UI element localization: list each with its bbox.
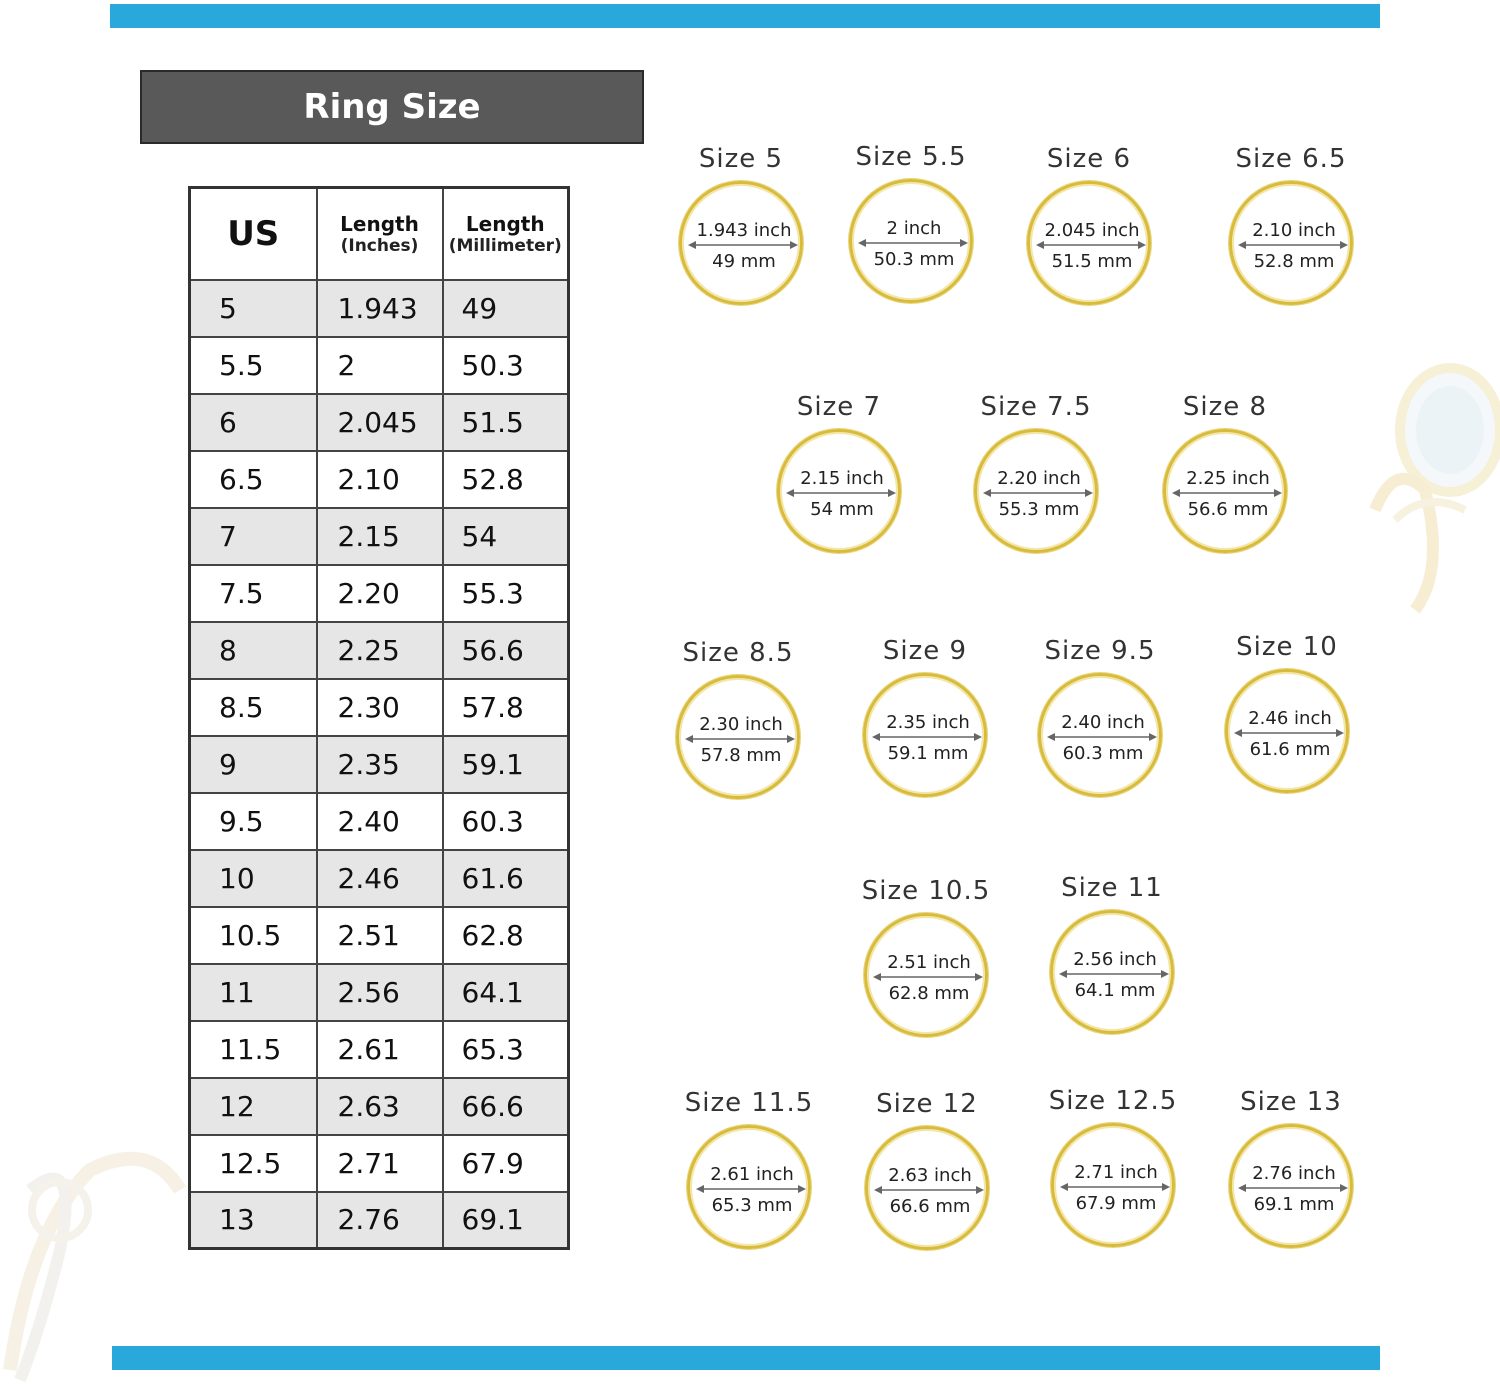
table-row — [190, 679, 569, 736]
table-row — [190, 337, 569, 394]
ring-size-item — [1025, 636, 1175, 816]
diameter-arrow-icon — [1238, 240, 1348, 250]
ring-inch-value: 2.51 inch — [887, 952, 971, 973]
table-row — [190, 394, 569, 451]
length-mm-cell: 69.1 — [443, 1192, 569, 1249]
us-size-cell: 12 — [190, 1078, 317, 1135]
length-inches-cell: 2.20 — [317, 565, 443, 622]
ring-mm-value: 54 mm — [810, 499, 874, 520]
ring-circle-icon — [974, 429, 1098, 553]
length-mm-cell: 66.6 — [443, 1078, 569, 1135]
length-inches-cell: 2.71 — [317, 1135, 443, 1192]
ring-circle-icon — [849, 179, 973, 303]
ring-size-item — [666, 144, 816, 324]
ring-mm-value: 56.6 mm — [1187, 499, 1269, 520]
ring-mm-value: 64.1 mm — [1074, 980, 1156, 1001]
ring-mm-value: 57.8 mm — [700, 745, 782, 766]
table-row — [190, 508, 569, 565]
table-row — [190, 1135, 569, 1192]
ring-size-item — [850, 636, 1000, 816]
ring-inch-value: 2.63 inch — [888, 1165, 972, 1186]
ring-inch-value: 2.10 inch — [1252, 220, 1336, 241]
us-size-cell: 8 — [190, 622, 317, 679]
ring-inch-value: 2.40 inch — [1061, 712, 1145, 733]
ring-circle-icon — [1038, 673, 1162, 797]
ring-circle-icon — [679, 181, 803, 305]
us-size-cell: 10.5 — [190, 907, 317, 964]
diameter-arrow-icon — [1047, 732, 1157, 742]
table-row — [190, 736, 569, 793]
ring-size-item — [1014, 144, 1164, 324]
ring-size-label: Size 9 — [882, 636, 968, 666]
ring-size-item — [1038, 1086, 1188, 1266]
length-inches-cell: 2.63 — [317, 1078, 443, 1135]
table-row — [190, 793, 569, 850]
ring-size-label: Size 5 — [698, 144, 784, 174]
top-accent-bar — [110, 4, 1380, 28]
ring-size-item — [674, 1088, 824, 1268]
header-us: US — [190, 188, 317, 280]
diameter-arrow-icon — [1234, 728, 1344, 738]
ring-circle-icon — [676, 675, 800, 799]
ring-circle-icon — [1229, 1124, 1353, 1248]
diameter-arrow-icon — [1036, 240, 1146, 250]
us-size-cell: 11.5 — [190, 1021, 317, 1078]
ring-size-label: Size 8 — [1182, 392, 1268, 422]
ring-size-item — [1216, 1087, 1366, 1267]
ring-inch-value: 2.71 inch — [1074, 1162, 1158, 1183]
title-banner — [140, 70, 644, 144]
ring-inch-value: 2.35 inch — [886, 712, 970, 733]
ring-size-label: Size 6 — [1046, 144, 1132, 174]
table-row — [190, 1078, 569, 1135]
length-inches-cell: 2.15 — [317, 508, 443, 565]
ring-circle-icon — [687, 1125, 811, 1249]
ring-size-label: Size 10 — [1236, 632, 1338, 662]
ring-inch-value: 1.943 inch — [696, 220, 792, 241]
header-length-mm — [443, 188, 569, 280]
decorative-ring-right-image — [1355, 340, 1500, 620]
ring-circle-icon — [1050, 910, 1174, 1034]
ring-mm-value: 69.1 mm — [1253, 1194, 1335, 1215]
ring-size-item — [1212, 632, 1362, 812]
ring-mm-value: 66.6 mm — [889, 1196, 971, 1217]
ring-size-label: Size 8.5 — [682, 638, 794, 668]
length-inches-cell: 2.35 — [317, 736, 443, 793]
length-inches-cell: 2.51 — [317, 907, 443, 964]
length-inches-cell: 2.40 — [317, 793, 443, 850]
length-inches-cell: 1.943 — [317, 280, 443, 337]
length-mm-cell: 50.3 — [443, 337, 569, 394]
us-size-cell: 8.5 — [190, 679, 317, 736]
us-size-cell: 7 — [190, 508, 317, 565]
ring-circle-icon — [864, 913, 988, 1037]
length-mm-cell: 59.1 — [443, 736, 569, 793]
length-mm-cell: 57.8 — [443, 679, 569, 736]
ring-circle-icon — [1229, 181, 1353, 305]
diameter-arrow-icon — [685, 734, 795, 744]
ring-inch-value: 2.25 inch — [1186, 468, 1270, 489]
ring-mm-value: 60.3 mm — [1062, 743, 1144, 764]
page-title: Ring Size — [303, 87, 481, 127]
ring-mm-value: 67.9 mm — [1075, 1193, 1157, 1214]
us-size-cell: 12.5 — [190, 1135, 317, 1192]
ring-mm-value: 65.3 mm — [711, 1195, 793, 1216]
length-inches-cell: 2.61 — [317, 1021, 443, 1078]
diameter-arrow-icon — [874, 1185, 984, 1195]
ring-size-label: Size 7.5 — [980, 392, 1092, 422]
length-inches-cell: 2.10 — [317, 451, 443, 508]
ring-size-item — [1037, 873, 1187, 1053]
ring-size-table — [188, 186, 570, 1250]
ring-size-item — [836, 142, 986, 322]
diameter-arrow-icon — [1172, 488, 1282, 498]
table-row — [190, 280, 569, 337]
ring-inch-value: 2.46 inch — [1248, 708, 1332, 729]
ring-circle-icon — [1027, 181, 1151, 305]
ring-inch-value: 2.30 inch — [699, 714, 783, 735]
length-mm-cell: 64.1 — [443, 964, 569, 1021]
diameter-arrow-icon — [786, 488, 896, 498]
length-mm-cell: 56.6 — [443, 622, 569, 679]
us-size-cell: 10 — [190, 850, 317, 907]
ring-size-item — [1150, 392, 1300, 572]
table-header-row — [190, 188, 569, 280]
us-size-cell: 13 — [190, 1192, 317, 1249]
length-mm-cell: 49 — [443, 280, 569, 337]
ring-inch-value: 2.61 inch — [710, 1164, 794, 1185]
ring-size-label: Size 5.5 — [855, 142, 967, 172]
diameter-arrow-icon — [1059, 969, 1169, 979]
length-mm-cell: 54 — [443, 508, 569, 565]
table-row — [190, 1192, 569, 1249]
length-mm-cell: 51.5 — [443, 394, 569, 451]
header-length-mm-label: Length — [465, 211, 545, 236]
diameter-arrow-icon — [983, 488, 1093, 498]
table-row — [190, 850, 569, 907]
length-mm-cell: 61.6 — [443, 850, 569, 907]
ring-mm-value: 59.1 mm — [887, 743, 969, 764]
ring-size-item — [764, 392, 914, 572]
diameter-arrow-icon — [696, 1184, 806, 1194]
ring-circle-icon — [1225, 669, 1349, 793]
us-size-cell: 5.5 — [190, 337, 317, 394]
ring-size-label: Size 11 — [1061, 873, 1163, 903]
table-row — [190, 451, 569, 508]
table-row — [190, 622, 569, 679]
ring-inch-value: 2.20 inch — [997, 468, 1081, 489]
ring-mm-value: 49 mm — [712, 251, 776, 272]
ring-mm-value: 61.6 mm — [1249, 739, 1331, 760]
ring-circle-icon — [865, 1126, 989, 1250]
us-size-cell: 9.5 — [190, 793, 317, 850]
us-size-cell: 5 — [190, 280, 317, 337]
ring-inch-value: 2.76 inch — [1252, 1163, 1336, 1184]
length-inches-cell: 2.30 — [317, 679, 443, 736]
ring-mm-value: 52.8 mm — [1253, 251, 1335, 272]
ring-size-item — [1216, 144, 1366, 324]
length-mm-cell: 62.8 — [443, 907, 569, 964]
ring-mm-value: 50.3 mm — [873, 249, 955, 270]
header-length-mm-unit: (Millimeter) — [448, 235, 562, 256]
us-size-cell: 6 — [190, 394, 317, 451]
diameter-arrow-icon — [1238, 1183, 1348, 1193]
ring-circle-icon — [777, 429, 901, 553]
header-length-inches-label: Length — [340, 211, 419, 236]
diameter-arrow-icon — [858, 238, 968, 248]
length-mm-cell: 60.3 — [443, 793, 569, 850]
ring-circle-icon — [1051, 1123, 1175, 1247]
ring-size-label: Size 6.5 — [1235, 144, 1347, 174]
ring-size-item — [663, 638, 813, 818]
length-inches-cell: 2.76 — [317, 1192, 443, 1249]
table-row — [190, 907, 569, 964]
length-mm-cell: 67.9 — [443, 1135, 569, 1192]
ring-size-item — [961, 392, 1111, 572]
ring-inch-value: 2.045 inch — [1044, 220, 1140, 241]
ring-inch-value: 2.15 inch — [800, 468, 884, 489]
header-length-inches-unit: (Inches) — [340, 235, 419, 256]
diameter-arrow-icon — [1060, 1182, 1170, 1192]
length-mm-cell: 52.8 — [443, 451, 569, 508]
table-body — [190, 280, 569, 1249]
bottom-accent-bar — [112, 1346, 1380, 1370]
table-row — [190, 565, 569, 622]
length-inches-cell: 2.045 — [317, 394, 443, 451]
ring-size-label: Size 12.5 — [1048, 1086, 1178, 1116]
table-row — [190, 964, 569, 1021]
table-row — [190, 1021, 569, 1078]
length-inches-cell: 2.25 — [317, 622, 443, 679]
ring-size-item — [852, 1089, 1002, 1269]
ring-inch-value: 2.56 inch — [1073, 949, 1157, 970]
ring-size-label: Size 9.5 — [1044, 636, 1156, 666]
length-inches-cell: 2.46 — [317, 850, 443, 907]
us-size-cell: 9 — [190, 736, 317, 793]
header-length-inches — [317, 188, 443, 280]
us-size-cell: 6.5 — [190, 451, 317, 508]
length-inches-cell: 2 — [317, 337, 443, 394]
ring-size-label: Size 12 — [876, 1089, 978, 1119]
ring-circle-icon — [863, 673, 987, 797]
ring-size-label: Size 10.5 — [861, 876, 991, 906]
ring-mm-value: 62.8 mm — [888, 983, 970, 1004]
diameter-arrow-icon — [688, 240, 798, 250]
ring-size-label: Size 7 — [796, 392, 882, 422]
length-mm-cell: 65.3 — [443, 1021, 569, 1078]
ring-size-item — [851, 876, 1001, 1056]
length-mm-cell: 55.3 — [443, 565, 569, 622]
length-inches-cell: 2.56 — [317, 964, 443, 1021]
us-size-cell: 7.5 — [190, 565, 317, 622]
diameter-arrow-icon — [872, 732, 982, 742]
ring-circle-icon — [1163, 429, 1287, 553]
diameter-arrow-icon — [873, 972, 983, 982]
ring-inch-value: 2 inch — [886, 218, 942, 239]
ring-size-label: Size 11.5 — [684, 1088, 814, 1118]
ring-mm-value: 51.5 mm — [1051, 251, 1133, 272]
us-size-cell: 11 — [190, 964, 317, 1021]
ring-mm-value: 55.3 mm — [998, 499, 1080, 520]
ring-size-label: Size 13 — [1240, 1087, 1342, 1117]
